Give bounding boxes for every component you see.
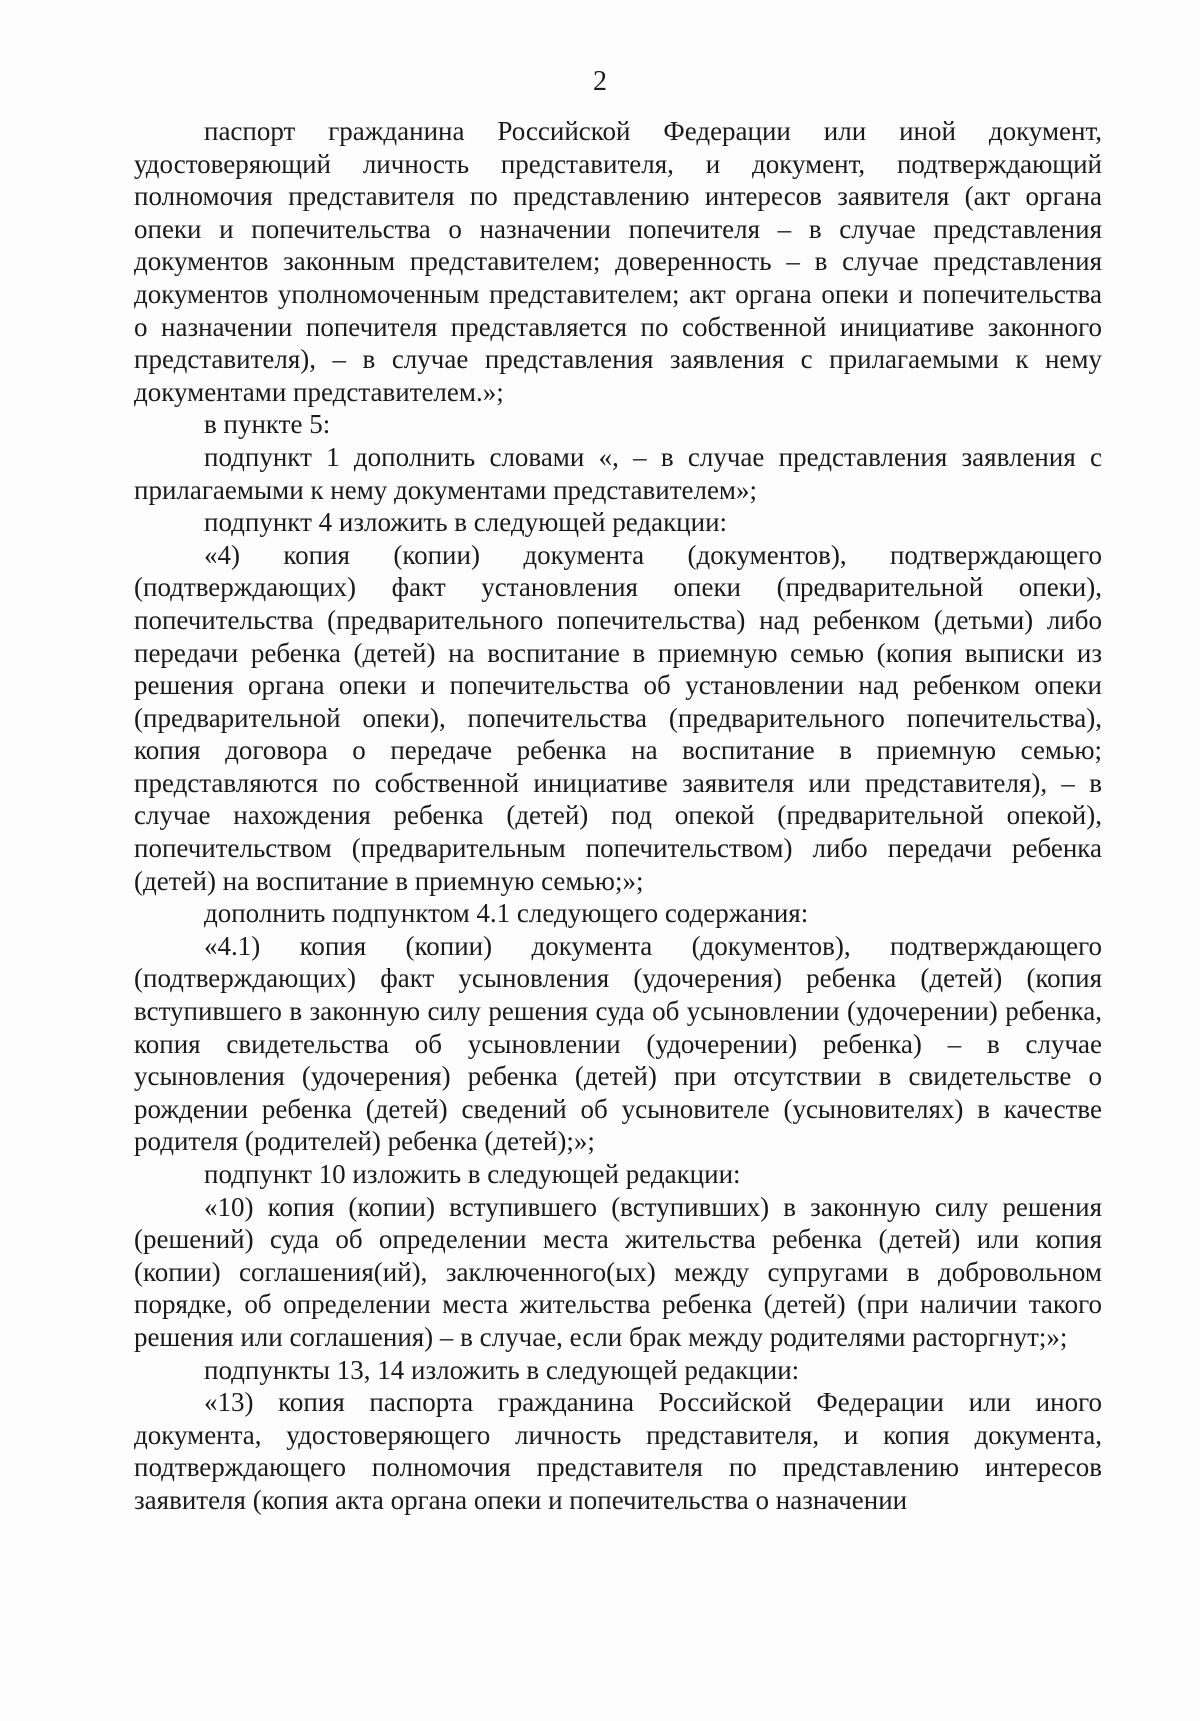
document-body [134,115,1102,1517]
paragraph-1: паспорт гражданина Российской Федерации или иной документ, удостоверяющий личность представителя, и документ, подтверждающий полномочия представителя по представлению интересов заявителя (акт органа опеки и попечительства о назначении попечителя – в случае представления документов законным представителем; доверенность – в случае представления документов уполномоченным представителем; акт органа опеки и попечительства о назначении попечителя представляется по собственной инициативе законного представителя), – в случае представления заявления с прилагаемыми к нему документами представителем.»; [134,116,1102,407]
paragraph-7: «4.1) копия (копии) документа (документов), подтверждающего (подтверждающих) факт усыновления (удочерения) ребенка (детей) (копия вступившего в законную силу решения суда об усыновлении (удочерении) ребенка, копия свидетельства об усыновлении (удочерении) ребенка) – в случае усыновления (удочерения) ребенка (детей) при отсутствии в свидетельстве о рождении ребенка (детей) сведений об усыновителе (усыновителях) в качестве родителя (родителей) ребенка (детей);»; [134,930,1102,1157]
paragraph-4: подпункт 4 изложить в следующей редакции: [204,507,728,538]
paragraph-5: «4) копия (копии) документа (документов), подтверждающего (подтверждающих) факт установления опеки (предварительной опеки), попечительства (предварительного попечительства) над ребенком (детьми) либо передачи ребенка (детей) на воспитание в приемную семью (копия выписки из решения органа опеки и попечительства об установлении над ребенком опеки (предварительной опеки), попечительства (предварительного попечительства), копия договора о передаче ребенка на воспитание в приемную семью; представляются по собственной инициативе заявителя или представителя), – в случае нахождения ребенка (детей) под опекой (предварительной опекой), попечительством (предварительным попечительством) либо передачи ребенка (детей) на воспитание в приемную семью;»; [134,539,1102,896]
paragraph-9: «10) копия (копии) вступившего (вступивших) в законную силу решения (решений) суда об определении места жительства ребенка (детей) или копия (копии) соглашения(ий), заключенного(ых) между супругами в добровольном порядке, об определении места жительства ребенка (детей) (при наличии такого решения или соглашения) – в случае, если брак между родителями расторгнут;»; [134,1191,1102,1352]
paragraph-2: в пункте 5: [204,409,331,440]
paragraph-6: дополнить подпунктом 4.1 следующего содержания: [204,898,809,929]
paragraph-8: подпункт 10 изложить в следующей редакции: [204,1159,741,1189]
paragraph-10: подпункты 13, 14 изложить в следующей редакции: [204,1354,800,1385]
page-number: 2 [593,66,607,97]
paragraph-3: подпункт 1 дополнить словами «, – в случае представления заявления с прилагаемыми к нему документами представителем»; [134,441,1102,505]
paragraph-11: «13) копия паспорта гражданина Российской Федерации или иного документа, удостоверяющего личность представителя, и копия документа, подтверждающего полномочия представителя по представлению интересов заявителя (копия акта органа опеки и попечительства о назначении [134,1387,1102,1515]
